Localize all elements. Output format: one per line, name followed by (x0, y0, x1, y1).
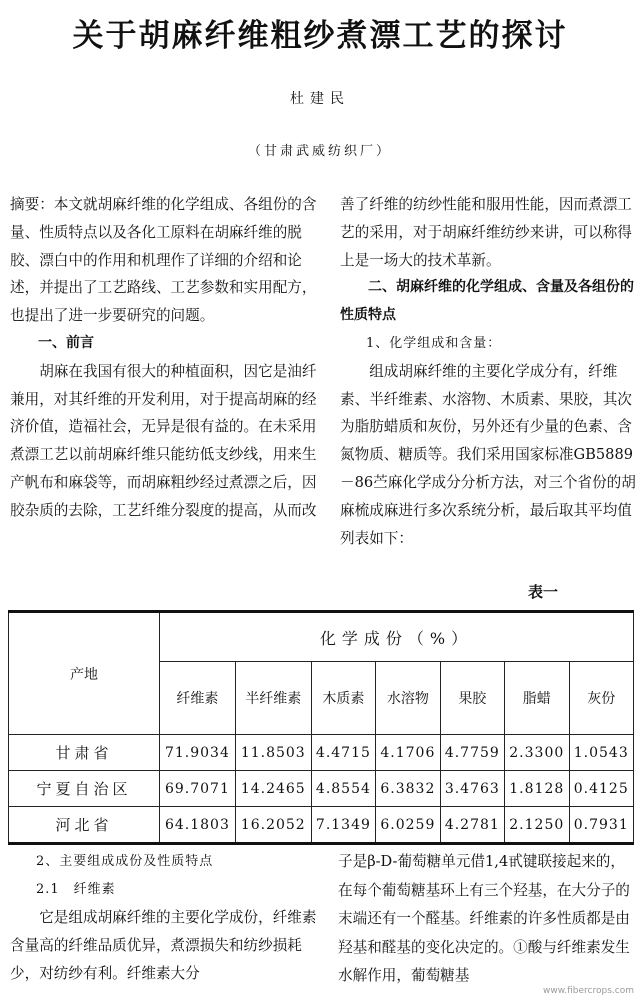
column-header: 半纤维素 (235, 662, 311, 735)
subheading-main-components: 2、主要组成成份及性质特点 (36, 854, 214, 869)
table-cell: 4.8554 (311, 771, 375, 807)
column-header: 果胶 (440, 662, 504, 735)
table-cell: 2.1250 (505, 807, 569, 844)
table-cell: 2.3300 (505, 735, 569, 771)
right-column (340, 191, 638, 552)
affiliation: （甘肃武威纺织厂） (247, 144, 392, 159)
table-row (9, 807, 634, 844)
table-cell: 6.3832 (376, 771, 440, 807)
composition-table (8, 610, 634, 845)
row-origin: 甘肃省 (9, 735, 160, 771)
watermark: www.fibercrops.com (543, 986, 634, 996)
table-cell: 4.7759 (440, 735, 504, 771)
row-origin: 宁夏自治区 (9, 771, 160, 807)
table-cell: 4.2781 (440, 807, 504, 844)
column-header: 灰份 (569, 662, 634, 735)
section-heading-preface: 一、前言 (38, 334, 94, 351)
table-label: 表一 (528, 583, 559, 601)
section-heading-chemistry: 二、胡麻纤维的化学组成、含量及各组份的性质特点 (340, 279, 634, 324)
preface-body: 胡麻在我国有很大的种植面积，因它是油纤兼用，对其纤维的开发利用，对于提高胡麻的经济价值，造福社会，无异是很有益的。在未采用煮漂工艺以前胡麻纤维只能纺低支纱线，用来生产帆布和麻袋等，而胡麻粗纱经过煮漂之后，因胶杂质的去除，工艺纤维分裂度的提高，从而改 (10, 362, 317, 519)
continuation-text: 善了纤维的纺纱性能和服用性能，因而煮漂工艺的采用，对于胡麻纤维纺纱来讲，可以称得上是一场大的技术革新。 (340, 196, 632, 269)
table-cell: 14.2465 (235, 771, 311, 807)
table-cell: 3.4763 (440, 771, 504, 807)
table-cell: 1.8128 (505, 771, 569, 807)
chemical-composition-header: 化学成份（%） (160, 612, 634, 662)
table-cell: 4.4715 (311, 735, 375, 771)
cellulose-body: 它是组成胡麻纤维的主要化学成份，纤维素含量高的纤维品质优异，煮漂损失和纺纱损耗少，对纺纱有利。纤维素大分 (10, 909, 317, 982)
table-cell: 4.1706 (376, 735, 440, 771)
table-cell: 7.1349 (311, 807, 375, 844)
table-cell: 0.7931 (569, 807, 634, 844)
table-cell: 71.9034 (160, 735, 236, 771)
table-cell: 11.8503 (235, 735, 311, 771)
table-cell: 6.0259 (376, 807, 440, 844)
left-column (10, 191, 320, 525)
bottom-right-column (338, 848, 638, 991)
table-row (9, 735, 634, 771)
paper-title: 关于胡麻纤维粗纱煮漂工艺的探讨 (72, 18, 568, 54)
subheading-composition: 1、化学组成和含量： (366, 335, 502, 351)
composition-body: 组成胡麻纤维的主要化学成分有，纤维素、半纤维素、水溶物、木质素、果胶，其次为脂肪蜡质和灰份，另外还有少量的色素、含氮物质、糖质等。我们采用国家标准GB5889－86苎麻化学成分分析方法，对三个省份的胡麻梳成麻进行多次系统分析，最后取其平均值列表如下： (340, 362, 636, 547)
origin-header: 产地 (9, 612, 160, 735)
column-header: 水溶物 (376, 662, 440, 735)
table-cell: 64.1803 (160, 807, 236, 844)
table-cell: 0.4125 (569, 771, 634, 807)
abstract: 摘要：本文就胡麻纤维的化学组成、各组份的含量、性质特点以及各化工原料在胡麻纤维的脱胶、漂白中的作用和机理作了详细的介绍和论述，并提出了工艺路线、工艺参数和实用配方，也提出了进一步要研究的问题。 (10, 196, 317, 325)
column-header: 木质素 (311, 662, 375, 735)
author-name: 杜建民 (290, 91, 350, 107)
column-header: 脂蜡 (505, 662, 569, 735)
cellulose-continuation: 子是β-D-葡萄糖单元借1,4甙键联接起来的，在每个葡萄糖基环上有三个羟基，在大分子的末端还有一个醛基。纤维素的许多性质都是由羟基和醛基的变化决定的。①酸与纤维素发生水解作用，葡萄糖基 (338, 853, 630, 984)
subheading-cellulose: 2.1 纤维素 (36, 882, 116, 897)
column-header: 纤维素 (160, 662, 236, 735)
table-cell: 16.2052 (235, 807, 311, 844)
bottom-left-column (10, 848, 320, 988)
table-cell: 69.7071 (160, 771, 236, 807)
row-origin: 河北省 (9, 807, 160, 844)
table-cell: 1.0543 (569, 735, 634, 771)
table-row (9, 771, 634, 807)
